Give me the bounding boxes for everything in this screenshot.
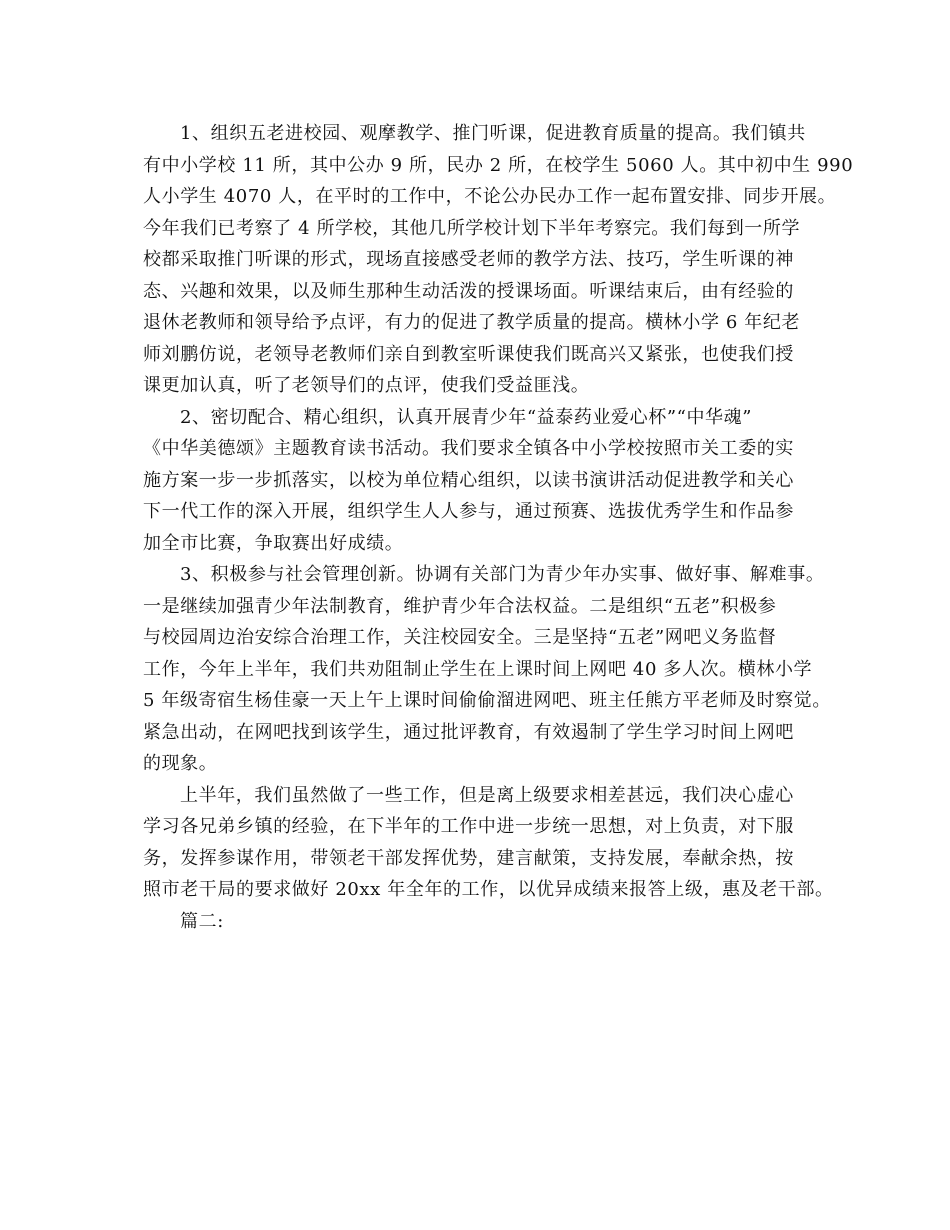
text-line: 上半年，我们虽然做了一些工作，但是离上级要求相差甚远，我们决心虚心 [180, 784, 794, 806]
text-line: 篇二: [180, 910, 224, 932]
text-line: 课更加认真，听了老领导们的点评，使我们受益匪浅。 [143, 375, 590, 396]
text-line: 务，发挥参谋作用，带领老干部发挥优势，建言献策，支持发展，奉献余热，按 [143, 847, 794, 869]
text-line: 《中华美德颂》主题教育读书活动。我们要求全镇各中小学校按照市关工委的实 [143, 438, 794, 459]
text-line: 下一代工作的深入开展，组织学生人人参与，通过预赛、选拔优秀学生和作品参 [143, 501, 794, 522]
text-line: 今年我们已考察了 4 所学校，其他几所学校计划下半年考察完。我们每到一所学 [143, 217, 801, 239]
text-line: 与校园周边治安综合治理工作，关注校园安全。三是坚持“五老”网吧义务监督 [143, 627, 777, 648]
text-line: 2、密切配合、精心组织，认真开展青少年“益泰药业爱心杯”“中华魂” [180, 406, 753, 428]
text-line: 工作，今年上半年，我们共劝阻制止学生在上课时间上网吧 40 多人次。横林小学 [143, 658, 813, 680]
text-line: 照市老干局的要求做好 20xx 年全年的工作，以优异成绩来报答上级，惠及老干部。 [143, 879, 834, 900]
text-line: 校都采取推门听课的形式，现场直接感受老师的教学方法、技巧，学生听课的神 [143, 249, 794, 270]
text-line: 一是继续加强青少年法制教育，维护青少年合法权益。二是组织“五老”积极参 [143, 595, 777, 617]
text-line: 5 年级寄宿生杨佳豪一天上午上课时间偷偷溜进网吧、班主任熊方平老师及时察觉。 [143, 690, 831, 711]
text-line: 人小学生 4070 人，在平时的工作中，不论公办民办工作一起布置安排、同步开展。 [143, 186, 837, 207]
text-line: 施方案一步一步抓落实，以校为单位精心组织，以读书演讲活动促进教学和关心 [143, 469, 794, 491]
document-body [143, 118, 854, 937]
text-line: 3、积极参与社会管理创新。协调有关部门为青少年办实事、做好事、解难事。 [180, 564, 825, 585]
text-line: 学习各兄弟乡镇的经验，在下半年的工作中进一步统一思想，对上负责，对下服 [143, 816, 794, 837]
text-line: 紧急出动，在网吧找到该学生，通过批评教育，有效遏制了学生学习时间上网吧 [143, 721, 794, 743]
text-line: 1、组织五老进校园、观摩教学、推门听课，促进教育质量的提高。我们镇共 [180, 123, 806, 144]
text-line: 加全市比赛，争取赛出好成绩。 [143, 532, 404, 554]
text-line: 有中小学校 11 所，其中公办 9 所，民办 2 所，在校学生 5060 人。其中初中生 990 [143, 154, 854, 176]
text-line: 的现象。 [143, 753, 218, 774]
text-line: 态、兴趣和效果，以及师生那种生动活泼的授课场面。听课结束后，由有经验的 [143, 280, 794, 302]
text-line: 师刘鹏仿说，老领导老教师们亲自到教室听课使我们既高兴又紧张，也使我们授 [143, 343, 794, 365]
text-line: 退休老教师和领导给予点评，有力的促进了教学质量的提高。横林小学 6 年纪老 [143, 312, 801, 333]
